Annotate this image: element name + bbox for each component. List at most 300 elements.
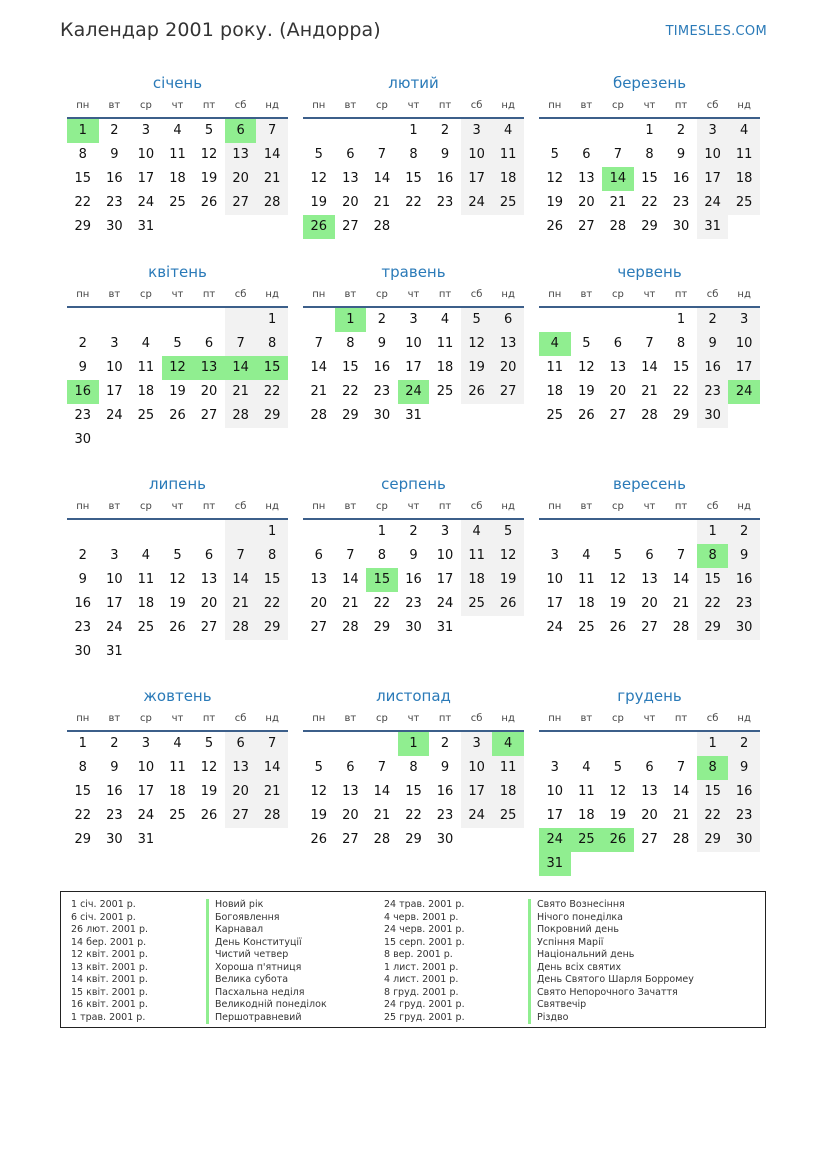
legend-holiday-name: Богоявлення xyxy=(206,912,327,925)
empty-cell xyxy=(303,119,335,143)
day-cell: 4 xyxy=(440,312,450,327)
month-name: травень xyxy=(381,263,446,281)
legend-holiday-name: Великодній понеділок xyxy=(206,999,327,1012)
empty-cell xyxy=(67,520,99,544)
weekday-label: ср xyxy=(611,100,624,111)
day-cell: 29 xyxy=(405,832,422,847)
day-cell: 20 xyxy=(342,195,359,210)
day-cell: 3 xyxy=(461,119,493,143)
weekday-label: вт xyxy=(344,289,357,300)
empty-cell xyxy=(67,308,99,332)
empty-cell xyxy=(225,215,257,239)
day-cell: 22 xyxy=(672,384,690,399)
day-cell: 18 xyxy=(137,384,155,399)
legend-date: 26 лют. 2001 р. xyxy=(71,924,148,935)
day-cell: 8 xyxy=(697,544,729,568)
day-cell: 14 xyxy=(256,756,288,780)
empty-cell xyxy=(634,732,666,756)
day-cell: 28 xyxy=(609,219,627,234)
day-cell: 15 xyxy=(342,360,359,375)
empty-cell xyxy=(634,308,666,332)
day-cell: 23 xyxy=(74,408,92,423)
day-cell: 30 xyxy=(74,432,92,447)
day-cell: 14 xyxy=(342,572,359,587)
weekday-label: сб xyxy=(706,100,719,111)
day-cell: 17 xyxy=(461,167,493,191)
day-cell: 22 xyxy=(256,380,288,404)
day-cell: 9 xyxy=(110,147,119,162)
empty-cell xyxy=(539,308,571,332)
month-2 xyxy=(303,72,524,239)
empty-cell xyxy=(602,732,634,756)
empty-cell xyxy=(461,404,493,428)
day-cell: 25 xyxy=(137,408,155,423)
weekday-label: чт xyxy=(643,713,656,724)
day-cell: 23 xyxy=(106,808,123,823)
day-cell: 26 xyxy=(546,219,564,234)
day-cell: 26 xyxy=(169,408,186,423)
day-cell: 15 xyxy=(405,784,422,799)
weekday-label: ср xyxy=(139,501,152,512)
weekday-label: ср xyxy=(375,713,388,724)
day-cell: 9 xyxy=(697,332,729,356)
day-cell: 20 xyxy=(225,167,257,191)
day-cell: 24 xyxy=(436,596,454,611)
day-cell: 10 xyxy=(546,572,564,587)
month-name: грудень xyxy=(617,687,682,705)
day-cell: 27 xyxy=(641,832,658,847)
day-cell: 7 xyxy=(645,336,654,351)
empty-cell xyxy=(634,852,666,876)
weekday-label: пт xyxy=(674,713,688,724)
empty-cell xyxy=(665,520,697,544)
day-cell: 12 xyxy=(310,171,328,186)
weekday-label: сб xyxy=(234,289,247,300)
weekday-label: сб xyxy=(470,289,483,300)
day-cell: 16 xyxy=(436,784,454,799)
weekday-label: пт xyxy=(674,501,688,512)
empty-cell xyxy=(366,119,398,143)
day-cell: 6 xyxy=(314,548,323,563)
day-cell: 14 xyxy=(225,356,257,380)
day-cell: 30 xyxy=(728,616,760,640)
weekday-label: ср xyxy=(375,100,388,111)
legend-date: 25 груд. 2001 р. xyxy=(384,1011,465,1023)
day-cell: 31 xyxy=(106,644,123,659)
legend-holiday-name: Велика субота xyxy=(206,974,327,987)
empty-cell xyxy=(571,119,603,143)
day-cell: 10 xyxy=(436,548,454,563)
weekday-label: пт xyxy=(438,713,452,724)
weekday-header xyxy=(67,708,288,732)
empty-cell xyxy=(256,828,288,852)
weekday-label: вт xyxy=(344,100,357,111)
legend-holiday-name: Успіння Марії xyxy=(528,937,694,950)
day-cell: 2 xyxy=(377,312,387,327)
day-cell: 25 xyxy=(492,191,524,215)
weekday-label: нд xyxy=(265,713,279,724)
empty-cell xyxy=(539,119,571,143)
day-cell: 30 xyxy=(74,644,92,659)
empty-cell xyxy=(461,828,493,852)
legend-date: 24 груд. 2001 р. xyxy=(384,999,465,1010)
day-cell: 20 xyxy=(578,195,595,210)
day-cell: 16 xyxy=(697,356,729,380)
day-cell: 5 xyxy=(582,336,591,351)
weekday-label: чт xyxy=(643,501,656,512)
day-cell: 29 xyxy=(74,219,92,234)
weekday-label: сб xyxy=(470,713,483,724)
day-cell: 3 xyxy=(141,736,151,751)
day-cell: 26 xyxy=(578,408,595,423)
empty-cell xyxy=(492,616,524,640)
legend-date: 14 квіт. 2001 р. xyxy=(71,974,148,985)
day-cell: 27 xyxy=(492,380,524,404)
day-cell: 3 xyxy=(409,312,418,327)
legend-date: 14 бер. 2001 р. xyxy=(71,936,147,948)
empty-cell xyxy=(193,828,225,852)
day-cell: 29 xyxy=(256,404,288,428)
day-grid xyxy=(67,308,288,452)
day-cell: 24 xyxy=(106,620,123,635)
day-cell: 9 xyxy=(440,760,450,775)
legend-dates-left xyxy=(71,899,148,1024)
legend-holiday-name: Новий рік xyxy=(206,899,327,912)
day-cell: 7 xyxy=(377,760,387,775)
empty-cell xyxy=(571,308,603,332)
empty-cell xyxy=(225,640,257,664)
weekday-label: ср xyxy=(139,289,152,300)
day-cell: 31 xyxy=(697,215,729,239)
day-cell: 23 xyxy=(106,195,123,210)
holiday-legend xyxy=(60,891,766,1028)
day-cell: 24 xyxy=(728,380,760,404)
weekday-label: пт xyxy=(674,289,688,300)
day-cell: 12 xyxy=(162,356,194,380)
day-cell: 8 xyxy=(256,544,288,568)
day-cell: 6 xyxy=(492,308,524,332)
empty-cell xyxy=(602,119,634,143)
day-cell: 18 xyxy=(169,784,186,799)
weekday-header xyxy=(67,284,288,308)
day-cell: 17 xyxy=(461,780,493,804)
day-cell: 8 xyxy=(676,336,686,351)
legend-date: 1 січ. 2001 р. xyxy=(71,899,136,910)
day-cell: 10 xyxy=(137,147,155,162)
weekday-label: нд xyxy=(501,289,515,300)
day-cell: 24 xyxy=(461,804,493,828)
day-cell: 30 xyxy=(436,832,454,847)
day-cell: 30 xyxy=(106,219,123,234)
day-cell: 20 xyxy=(492,356,524,380)
day-cell: 12 xyxy=(200,147,218,162)
day-cell: 29 xyxy=(641,219,658,234)
weekday-label: чт xyxy=(171,289,184,300)
day-cell: 20 xyxy=(641,596,658,611)
day-cell: 29 xyxy=(373,620,391,635)
day-cell: 28 xyxy=(672,832,690,847)
weekday-label: вт xyxy=(108,501,121,512)
day-cell: 26 xyxy=(310,832,328,847)
day-cell: 5 xyxy=(613,548,623,563)
day-cell: 21 xyxy=(310,384,328,399)
day-cell: 20 xyxy=(342,808,359,823)
day-cell: 18 xyxy=(169,171,186,186)
day-cell: 13 xyxy=(193,356,225,380)
day-cell: 15 xyxy=(74,784,92,799)
day-cell: 11 xyxy=(578,784,595,799)
day-cell: 28 xyxy=(373,832,391,847)
month-name: листопад xyxy=(376,687,451,705)
day-cell: 8 xyxy=(346,336,355,351)
month-name: червень xyxy=(617,263,682,281)
day-cell: 20 xyxy=(200,384,218,399)
day-cell: 18 xyxy=(728,167,760,191)
empty-cell xyxy=(602,852,634,876)
day-cell: 8 xyxy=(377,548,387,563)
day-grid xyxy=(539,520,760,640)
empty-cell xyxy=(99,428,131,452)
weekday-label: сб xyxy=(470,501,483,512)
weekday-header xyxy=(303,95,524,119)
day-cell: 2 xyxy=(728,520,760,544)
day-cell: 11 xyxy=(578,572,595,587)
day-cell: 17 xyxy=(546,596,564,611)
day-cell: 6 xyxy=(346,147,355,162)
day-cell: 18 xyxy=(578,596,595,611)
day-cell: 8 xyxy=(78,147,87,162)
day-cell: 1 xyxy=(398,732,430,756)
day-cell: 4 xyxy=(141,336,151,351)
day-cell: 8 xyxy=(409,147,418,162)
weekday-label: пн xyxy=(312,713,326,724)
day-cell: 14 xyxy=(672,784,690,799)
day-cell: 2 xyxy=(78,548,87,563)
day-cell: 26 xyxy=(303,215,335,239)
day-cell: 11 xyxy=(137,360,155,375)
day-cell: 29 xyxy=(342,408,359,423)
weekday-label: пн xyxy=(548,289,562,300)
day-cell: 28 xyxy=(225,616,257,640)
day-cell: 9 xyxy=(676,147,686,162)
day-cell: 25 xyxy=(578,620,595,635)
day-cell: 14 xyxy=(256,143,288,167)
day-cell: 2 xyxy=(78,336,87,351)
day-cell: 27 xyxy=(225,191,257,215)
day-cell: 19 xyxy=(310,808,328,823)
day-cell: 7 xyxy=(676,760,686,775)
month-7 xyxy=(67,473,288,664)
day-cell: 30 xyxy=(405,620,422,635)
legend-holiday-name: Хороша п'ятниця xyxy=(206,962,327,975)
day-cell: 12 xyxy=(609,784,627,799)
month-name: березень xyxy=(612,74,687,92)
day-cell: 28 xyxy=(373,219,391,234)
weekday-label: сб xyxy=(234,100,247,111)
empty-cell xyxy=(162,640,194,664)
empty-cell xyxy=(335,732,367,756)
weekday-label: вт xyxy=(344,501,357,512)
empty-cell xyxy=(366,732,398,756)
empty-cell xyxy=(728,852,760,876)
day-cell: 22 xyxy=(405,808,422,823)
day-cell: 4 xyxy=(173,123,182,138)
day-cell: 23 xyxy=(728,804,760,828)
month-8 xyxy=(303,473,524,640)
day-cell: 10 xyxy=(546,784,564,799)
day-cell: 19 xyxy=(546,195,564,210)
empty-cell xyxy=(225,428,257,452)
day-cell: 19 xyxy=(578,384,595,399)
day-cell: 16 xyxy=(373,360,391,375)
day-grid xyxy=(67,119,288,239)
day-cell: 9 xyxy=(78,360,87,375)
day-cell: 20 xyxy=(225,780,257,804)
legend-date: 15 квіт. 2001 р. xyxy=(71,986,148,998)
weekday-label: нд xyxy=(501,100,515,111)
day-cell: 4 xyxy=(173,736,182,751)
weekday-label: пн xyxy=(312,289,326,300)
day-cell: 7 xyxy=(377,147,387,162)
day-cell: 19 xyxy=(169,384,186,399)
day-cell: 15 xyxy=(74,171,92,186)
empty-cell xyxy=(492,828,524,852)
day-grid xyxy=(303,732,524,852)
day-cell: 21 xyxy=(256,167,288,191)
weekday-label: пт xyxy=(202,100,216,111)
empty-cell xyxy=(728,404,760,428)
weekday-label: сб xyxy=(234,713,247,724)
legend-holiday-name: Свято Вознесіння xyxy=(528,899,694,912)
day-cell: 28 xyxy=(641,408,658,423)
day-cell: 1 xyxy=(645,123,654,138)
month-5 xyxy=(303,261,524,428)
day-grid xyxy=(303,520,524,640)
weekday-label: нд xyxy=(737,100,751,111)
legend-holiday-name: День всіх святих xyxy=(528,962,694,975)
day-cell: 12 xyxy=(310,784,328,799)
day-cell: 15 xyxy=(366,568,398,592)
day-cell: 13 xyxy=(342,171,359,186)
weekday-label: сб xyxy=(706,501,719,512)
day-cell: 25 xyxy=(728,191,760,215)
day-cell: 6 xyxy=(582,147,591,162)
weekday-label: сб xyxy=(470,100,483,111)
day-cell: 10 xyxy=(106,360,123,375)
legend-date: 8 груд. 2001 р. xyxy=(384,986,459,998)
day-cell: 1 xyxy=(697,520,729,544)
day-cell: 30 xyxy=(697,404,729,428)
day-cell: 9 xyxy=(377,336,387,351)
weekday-label: пн xyxy=(76,100,90,111)
empty-cell xyxy=(303,732,335,756)
day-cell: 23 xyxy=(672,195,690,210)
day-cell: 24 xyxy=(398,380,430,404)
weekday-header xyxy=(67,496,288,520)
month-name: січень xyxy=(152,74,203,92)
day-cell: 9 xyxy=(440,147,450,162)
weekday-label: пт xyxy=(202,289,216,300)
day-cell: 18 xyxy=(492,780,524,804)
empty-cell xyxy=(539,732,571,756)
day-cell: 9 xyxy=(78,572,87,587)
weekday-label: вт xyxy=(108,100,121,111)
month-name: жовтень xyxy=(143,687,212,705)
day-cell: 11 xyxy=(169,760,186,775)
day-cell: 29 xyxy=(672,408,690,423)
site-link[interactable]: TIMESLES.COM xyxy=(665,24,767,39)
day-cell: 13 xyxy=(310,572,328,587)
day-cell: 19 xyxy=(609,596,627,611)
day-cell: 27 xyxy=(578,219,595,234)
empty-cell xyxy=(162,215,194,239)
day-cell: 27 xyxy=(310,620,328,635)
day-cell: 27 xyxy=(609,408,627,423)
legend-date: 24 трав. 2001 р. xyxy=(384,899,465,910)
legend-holiday-name: Національний день xyxy=(528,949,694,962)
empty-cell xyxy=(492,404,524,428)
empty-cell xyxy=(303,520,335,544)
weekday-label: чт xyxy=(171,100,184,111)
day-cell: 2 xyxy=(728,732,760,756)
month-10 xyxy=(67,685,288,852)
legend-holiday-name: Пасхальна неділя xyxy=(206,987,327,1000)
day-cell: 6 xyxy=(346,760,355,775)
weekday-label: ср xyxy=(375,289,388,300)
empty-cell xyxy=(461,215,493,239)
day-cell: 12 xyxy=(200,760,218,775)
empty-cell xyxy=(162,308,194,332)
legend-date: 24 черв. 2001 р. xyxy=(384,924,465,935)
day-cell: 1 xyxy=(676,312,686,327)
month-9 xyxy=(539,473,760,640)
day-cell: 13 xyxy=(578,171,595,186)
day-cell: 24 xyxy=(461,191,493,215)
day-grid xyxy=(67,732,288,852)
day-cell: 16 xyxy=(436,171,454,186)
day-cell: 1 xyxy=(377,524,387,539)
weekday-label: вт xyxy=(108,289,121,300)
empty-cell xyxy=(571,732,603,756)
day-cell: 25 xyxy=(137,620,155,635)
day-cell: 10 xyxy=(461,143,493,167)
weekday-label: чт xyxy=(643,289,656,300)
day-cell: 13 xyxy=(225,756,257,780)
day-cell: 15 xyxy=(256,356,288,380)
day-cell: 10 xyxy=(728,332,760,356)
day-cell: 17 xyxy=(137,171,155,186)
day-cell: 16 xyxy=(728,780,760,804)
day-cell: 11 xyxy=(492,143,524,167)
weekday-header xyxy=(303,708,524,732)
day-cell: 22 xyxy=(697,804,729,828)
day-cell: 21 xyxy=(373,195,391,210)
day-cell: 25 xyxy=(492,804,524,828)
day-cell: 8 xyxy=(409,760,418,775)
weekday-label: ср xyxy=(611,713,624,724)
day-cell: 21 xyxy=(225,592,257,616)
day-cell: 13 xyxy=(225,143,257,167)
weekday-label: ср xyxy=(375,501,388,512)
weekday-label: пт xyxy=(438,100,452,111)
weekday-label: ср xyxy=(611,501,624,512)
empty-cell xyxy=(728,215,760,239)
day-cell: 5 xyxy=(613,760,623,775)
empty-cell xyxy=(571,852,603,876)
legend-date: 4 лист. 2001 р. xyxy=(384,974,459,985)
day-cell: 3 xyxy=(440,524,450,539)
day-cell: 22 xyxy=(405,195,422,210)
